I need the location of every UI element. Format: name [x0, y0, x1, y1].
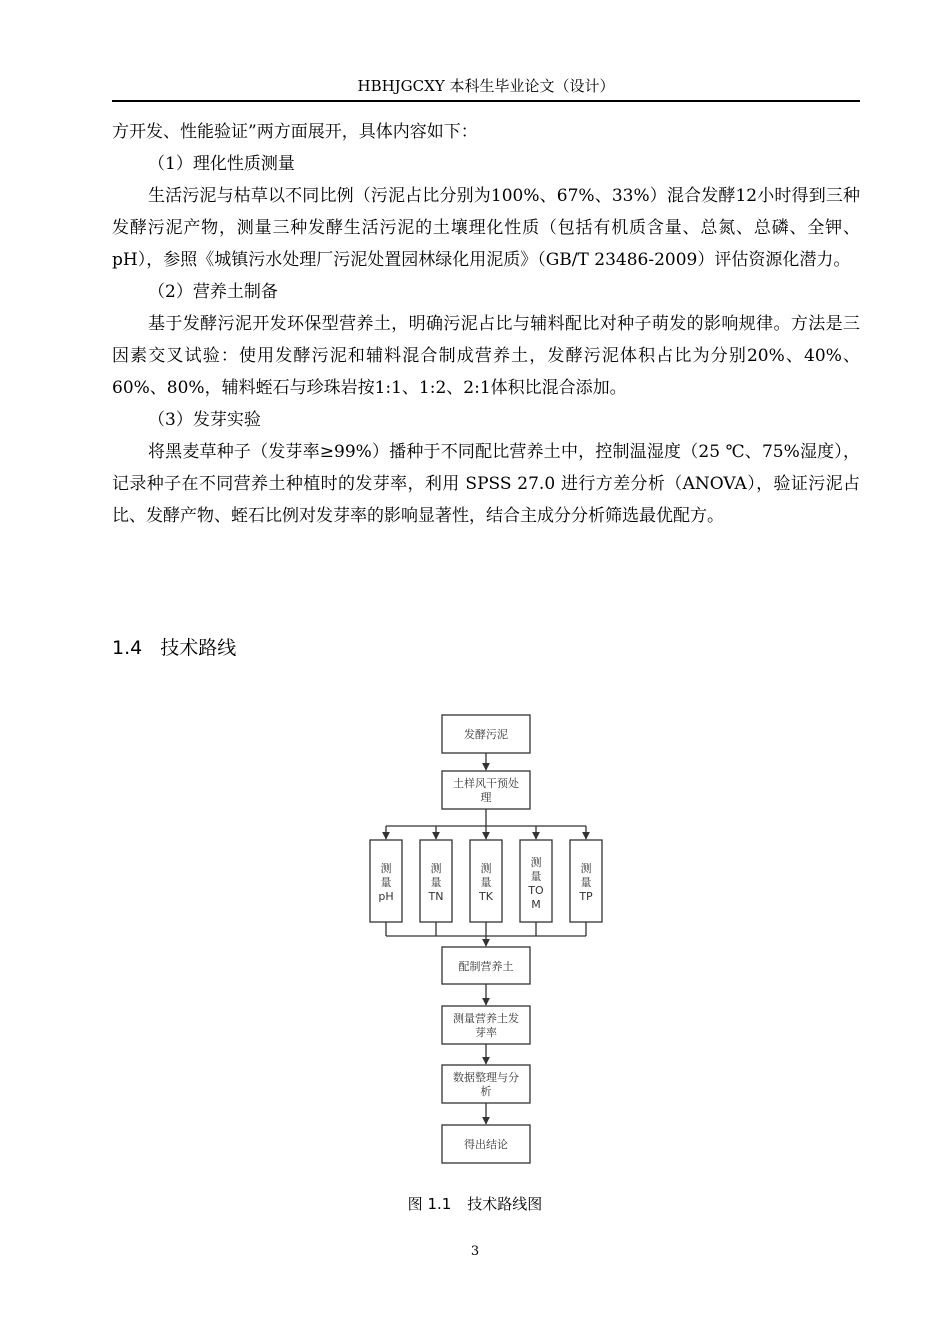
label-ph-l1: 测: [380, 862, 392, 875]
body-text: [112, 116, 860, 532]
label-germination-line1: 测量营养土发: [453, 1012, 519, 1025]
label-ph-l2: 量: [380, 876, 392, 889]
paragraph-germination: 将黑麦草种子（发芽率≥99%）播种于不同配比营养土中，控制温湿度（25 ℃、75%湿度），记录种子在不同营养土种植时的发芽率，利用 SPSS 27.0 进行方差分析（ANOVA），验证污泥占比、发酵产物、蛭石比例对发芽率的影响显著性，结合主成分分析筛选最优配方。: [112, 442, 860, 526]
label-germination-line2: 芽率: [475, 1026, 497, 1039]
technical-route-flowchart: [350, 700, 610, 1170]
section-title: 技术路线: [160, 637, 237, 659]
label-tp-l3: TP: [579, 890, 593, 903]
label-tn-l1: 测: [430, 862, 442, 875]
label-tk-l2: 量: [480, 876, 492, 889]
label-analysis-line2: 析: [480, 1085, 492, 1098]
subheading-germination: （3）发芽实验: [148, 410, 261, 430]
label-analysis-line1: 数据整理与分: [453, 1071, 519, 1084]
paragraph-nutrient-soil: 基于发酵污泥开发环保型营养土，明确污泥占比与辅料配比对种子萌发的影响规律。方法是三因素交叉试验：使用发酵污泥和辅料混合制成营养土，发酵污泥体积占比为分别20%、40%、60%、80%，辅料蛭石与珍珠岩按1:1、1:2、2:1体积比混合添加。: [112, 314, 860, 398]
section-number: 1.4: [112, 637, 143, 659]
label-tn-l3: TN: [428, 890, 444, 903]
section-heading: [112, 633, 236, 663]
page-header: HBHJGCXY 本科生毕业论文（设计）: [357, 77, 615, 95]
label-tn-l2: 量: [430, 876, 442, 889]
subheading-nutrient-soil: （2）营养土制备: [148, 282, 278, 302]
label-tp-l2: 量: [580, 876, 592, 889]
label-conclusion: 得出结论: [464, 1138, 508, 1151]
label-tom-l4: M: [531, 898, 541, 911]
figure-caption: [0, 1192, 950, 1216]
page-number: 3: [470, 1244, 480, 1259]
label-fermented-sludge: 发酵污泥: [464, 728, 508, 741]
label-ph-l3: pH: [378, 890, 394, 903]
label-prepare-nutrient-soil: 配制营养土: [458, 960, 514, 973]
label-tom-l3: TO: [528, 884, 544, 897]
label-air-dry-line2: 理: [480, 791, 492, 804]
label-tk-l1: 测: [480, 862, 492, 875]
paragraph-intro: 方开发、性能验证”两方面展开，具体内容如下：: [112, 122, 478, 142]
figure-title: 技术路线图: [467, 1195, 543, 1213]
header-rule: [112, 100, 860, 102]
label-tom-l2: 量: [530, 870, 542, 883]
label-tp-l1: 测: [580, 862, 592, 875]
paragraph-physicochemical: 生活污泥与枯草以不同比例（污泥占比分别为100%、67%、33%）混合发酵12小时得到三种发酵污泥产物，测量三种发酵生活污泥的土壤理化性质（包括有机质含量、总氮、总磷、全钾、pH），参照《城镇污水处理厂污泥处置园林绿化用泥质》（GB/T 23486-2009）评估资源化潜力。: [112, 186, 860, 270]
label-air-dry-line1: 土样风干预处: [453, 777, 519, 790]
figure-number: 图 1.1: [407, 1195, 452, 1213]
label-tk-l3: TK: [479, 890, 493, 903]
subheading-physicochemical: （1）理化性质测量: [148, 154, 295, 174]
label-tom-l1: 测: [530, 856, 542, 869]
